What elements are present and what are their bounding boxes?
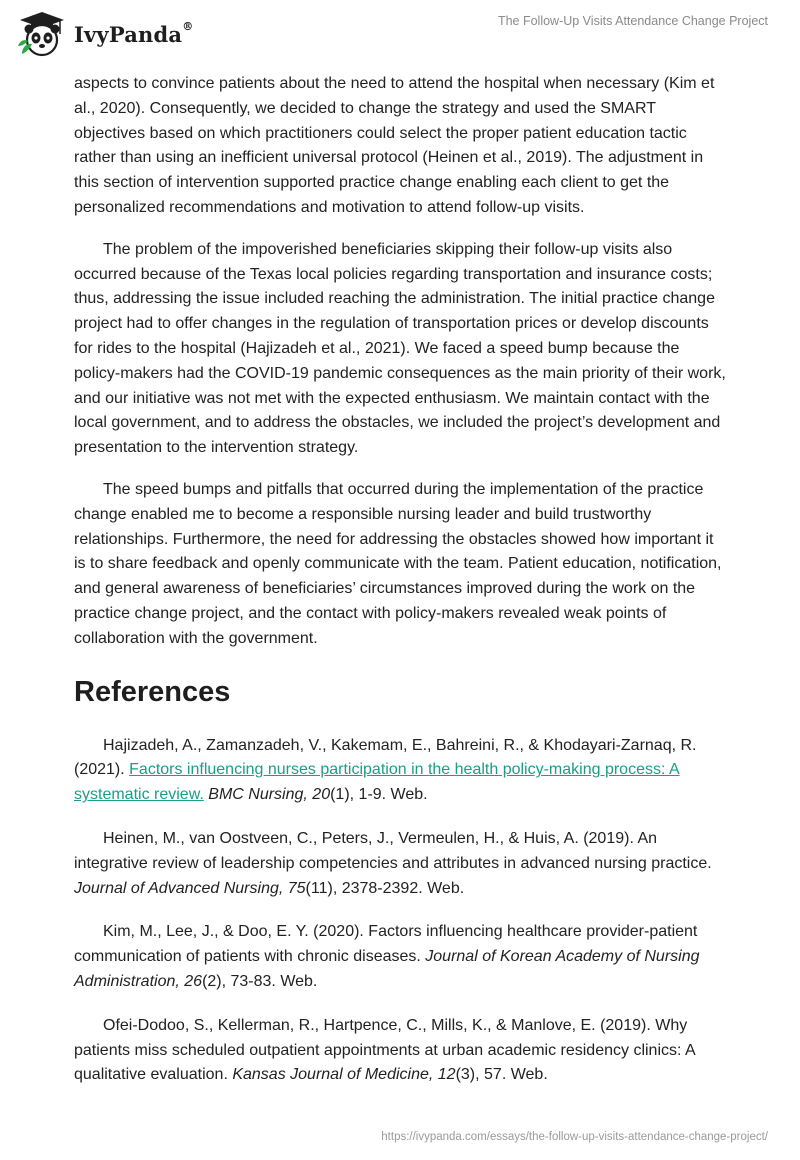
reference-item: Hajizadeh, A., Zamanzadeh, V., Kakemam, E., Bahreini, R., & Khodayari-Zarnaq, R. (2021). Factors influencing nurses participation in the health policy-making process: A systematic review. BMC Nursing, 20(1), 1-9. Web. <box>74 736 697 804</box>
running-title: The Follow-Up Visits Attendance Change Project <box>497 14 768 28</box>
body-paragraph: The speed bumps and pitfalls that occurred during the implementation of the practice change enabled me to become a responsible nursing leader and build trustworthy relationships. Furthermore, the need for addressing the obstacles showed how important it is to share feedback and openly communicate with the team. Patient education, notification, and general awareness of beneficiaries’ circumstances improved during the work on the practice change project, and the contact with policy-makers revealed weak points of collaboration with the government. <box>74 480 722 647</box>
body-paragraph: aspects to convince patients about the need to attend the hospital when necessary (Kim et al., 2020). Consequently, we decided to change the strategy and used the SMART objectives based on which practitioners could select the proper patient education tactic rather than using an inefficient universal protocol (Heinen et al., 2019). The adjustment in this section of intervention supported practice change enabling each client to get the personalized recommendations and motivation to attend follow-up visits. <box>74 75 715 216</box>
references-heading: References <box>74 675 231 708</box>
body-paragraph: The problem of the impoverished beneficiaries skipping their follow-up visits also occurred because of the Texas local policies regarding transportation and insurance costs; thus, addressing the issue included reaching the administration. The initial practice change project had to offer changes in the regulation of transportation prices or develop discounts for rides to the hospital (Hajizadeh et al., 2021). We faced a speed bump because the policy-makers had the COVID-19 pandemic consequences as the main priority of their work, and our initiative was not met with the expected enthusiasm. We maintain contact with the local government, and to address the obstacles, we included the project’s development and presentation to the intervention strategy. <box>74 240 726 457</box>
reference-item: Kim, M., Lee, J., & Doo, E. Y. (2020). Factors influencing healthcare provider-patient communication of patients with chronic diseases. Journal of Korean Academy of Nursing Administration, 26(2), 73-83. Web. <box>74 923 700 990</box>
panda-graduate-icon <box>16 10 68 58</box>
brand-name: IvyPanda® <box>74 19 194 47</box>
reference-link[interactable]: Factors influencing nurses participation in the health policy-making process: A systematic review. <box>74 761 680 804</box>
reference-item: Ofei-Dodoo, S., Kellerman, R., Hartpence, C., Mills, K., & Manlove, E. (2019). Why patients miss scheduled outpatient appointments at urban academic residency clinics: A qualitative evaluation. Kansas Journal of Medicine, 12(3), 57. Web. <box>74 1016 695 1084</box>
footer-url[interactable]: https://ivypanda.com/essays/the-follow-up-visits-attendance-change-project/ <box>381 1131 768 1143</box>
document-body <box>74 72 726 1107</box>
reference-item: Heinen, M., van Oostveen, C., Peters, J., Vermeulen, H., & Huis, A. (2019). An integrative review of leadership competencies and attributes in advanced nursing practice. Journal of Advanced Nursing, 75(11), 2378-2392. Web. <box>74 829 712 897</box>
ivypanda-logo[interactable] <box>16 10 206 58</box>
page-header <box>0 0 800 72</box>
